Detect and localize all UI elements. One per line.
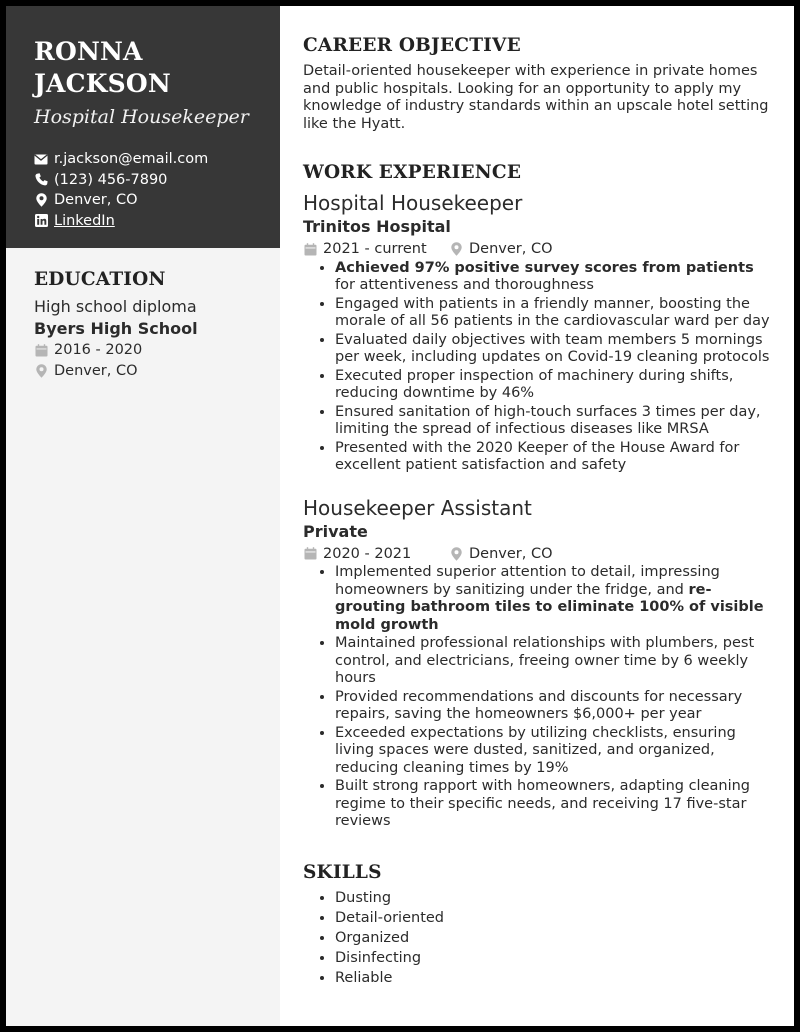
resume-page xyxy=(6,6,794,1026)
list-item xyxy=(335,778,773,831)
experience-heading: WORK EXPERIENCE xyxy=(303,162,522,183)
job-dates-text: 2020 - 2021 xyxy=(323,545,412,562)
list-item xyxy=(335,635,773,688)
job-bullets xyxy=(303,260,773,475)
list-item xyxy=(335,440,773,475)
bullet-bold: re-grouting bathroom tiles to eliminate 100% of visible mold growth xyxy=(335,581,764,633)
education-location-text: Denver, CO xyxy=(54,362,138,379)
job-entry xyxy=(303,190,773,475)
objective-heading: CAREER OBJECTIVE xyxy=(303,35,521,56)
sidebar xyxy=(6,6,280,1026)
list-item xyxy=(335,725,773,778)
contact-linkedin[interactable] xyxy=(34,211,252,232)
list-item: • Organized xyxy=(335,928,773,948)
objective-section xyxy=(303,34,773,133)
job-location-text: Denver, CO xyxy=(469,545,553,562)
name-line-2: JACKSON xyxy=(34,69,171,98)
bullet-text: Presented with the 2020 Keeper of the House Award for excellent patient satisfaction and safety xyxy=(335,439,740,473)
education-school: Byers High School xyxy=(34,319,198,338)
education-heading: EDUCATION xyxy=(34,269,166,290)
job-dates xyxy=(303,239,449,260)
contact-phone[interactable] xyxy=(34,170,252,191)
linkedin-icon xyxy=(34,214,48,228)
list-item xyxy=(335,368,773,403)
list-item: • Detail-oriented xyxy=(335,908,773,928)
list-item xyxy=(335,404,773,439)
job-dates-text: 2021 - current xyxy=(323,241,427,257)
main-column xyxy=(303,34,773,988)
list-item xyxy=(335,564,773,634)
calendar-icon xyxy=(34,343,48,357)
job-company: Trinitos Hospital xyxy=(303,217,451,236)
map-pin-icon xyxy=(449,242,463,256)
education-dates-text: 2016 - 2020 xyxy=(54,342,143,358)
bullet-text: Executed proper inspection of machinery during shifts, reducing downtime by 46% xyxy=(335,367,734,401)
location-text: Denver, CO xyxy=(54,192,138,208)
education-section xyxy=(34,268,264,381)
linkedin-link[interactable]: LinkedIn xyxy=(54,212,115,229)
education-location xyxy=(34,361,264,382)
header-block xyxy=(6,6,280,248)
map-pin-icon xyxy=(449,547,463,561)
bullet-text: Provided recommendations and discounts for necessary repairs, saving the homeowners $6,000+ per year xyxy=(335,688,743,722)
job-location-text: Denver, CO xyxy=(469,241,553,257)
job-entry xyxy=(303,495,773,831)
list-item: • Dusting xyxy=(335,888,773,908)
bullet-text: Exceeded expectations by utilizing checklists, ensuring living spaces were dusted, sanitized, and organized, reducing cleaning times by 19% xyxy=(335,724,736,776)
list-item: • Disinfecting xyxy=(335,948,773,968)
map-pin-icon xyxy=(34,364,48,378)
job-title: Hospital Housekeeper xyxy=(303,191,523,215)
envelope-icon xyxy=(34,152,48,166)
experience-section xyxy=(303,161,773,831)
bullet-text: Maintained professional relationships with plumbers, pest control, and electricians, freeing owner time by 6 weekly hours xyxy=(335,635,755,686)
calendar-icon xyxy=(303,242,317,256)
phone-text: (123) 456-7890 xyxy=(54,171,168,188)
bullet-text: Built strong rapport with homeowners, adapting cleaning regime to their specific needs, and receiving 17 five-star reviews xyxy=(335,778,750,829)
job-location xyxy=(449,544,553,565)
objective-text: Detail-oriented housekeeper with experience in private homes and public hospitals. Looking for an opportunity to apply my knowledge of industry standards within an upscale hotel setting like the Hyatt. xyxy=(303,63,769,132)
education-dates xyxy=(34,340,264,361)
contact-location xyxy=(34,190,252,211)
list-item xyxy=(335,689,773,724)
job-bullets xyxy=(303,564,773,831)
skills-list xyxy=(303,888,773,988)
bullet-text: Engaged with patients in a friendly manner, boosting the morale of all 56 patients in the cardiovascular ward per day xyxy=(335,295,770,329)
skills-heading: SKILLS xyxy=(303,861,382,883)
list-item xyxy=(335,296,773,331)
candidate-name xyxy=(34,36,252,100)
job-dates xyxy=(303,544,449,565)
bullet-text: Ensured sanitation of high-touch surfaces 3 times per day, limiting the spread of infectious diseases like MRSA xyxy=(335,403,761,437)
job-company: Private xyxy=(303,521,368,541)
bullet-text: for attentiveness and thoroughness xyxy=(335,277,594,293)
name-line-1: RONNA xyxy=(34,37,143,66)
job-title: Housekeeper Assistant xyxy=(303,495,532,520)
list-item: • Reliable xyxy=(335,968,773,988)
email-text: r.jackson@email.com xyxy=(54,151,209,167)
list-item xyxy=(335,332,773,367)
calendar-icon xyxy=(303,547,317,561)
job-title-tagline: Hospital Housekeeper xyxy=(34,106,249,128)
job-meta xyxy=(303,544,773,565)
phone-icon xyxy=(34,173,48,187)
job-location xyxy=(449,239,553,260)
bullet-bold: Achieved 97% positive survey scores from patients xyxy=(335,259,754,276)
bullet-text: Implemented superior attention to detail, impressing homeowners by sanitizing under the fridge, and xyxy=(335,564,720,598)
list-item xyxy=(335,260,773,295)
skills-section xyxy=(303,861,773,988)
bullet-text: Evaluated daily objectives with team members 5 mornings per week, including updates on Covid-19 cleaning protocols xyxy=(335,331,770,365)
map-pin-icon xyxy=(34,193,48,207)
job-meta xyxy=(303,239,773,260)
contact-list xyxy=(34,149,252,231)
contact-email[interactable] xyxy=(34,149,252,170)
education-degree: High school diploma xyxy=(34,297,197,316)
